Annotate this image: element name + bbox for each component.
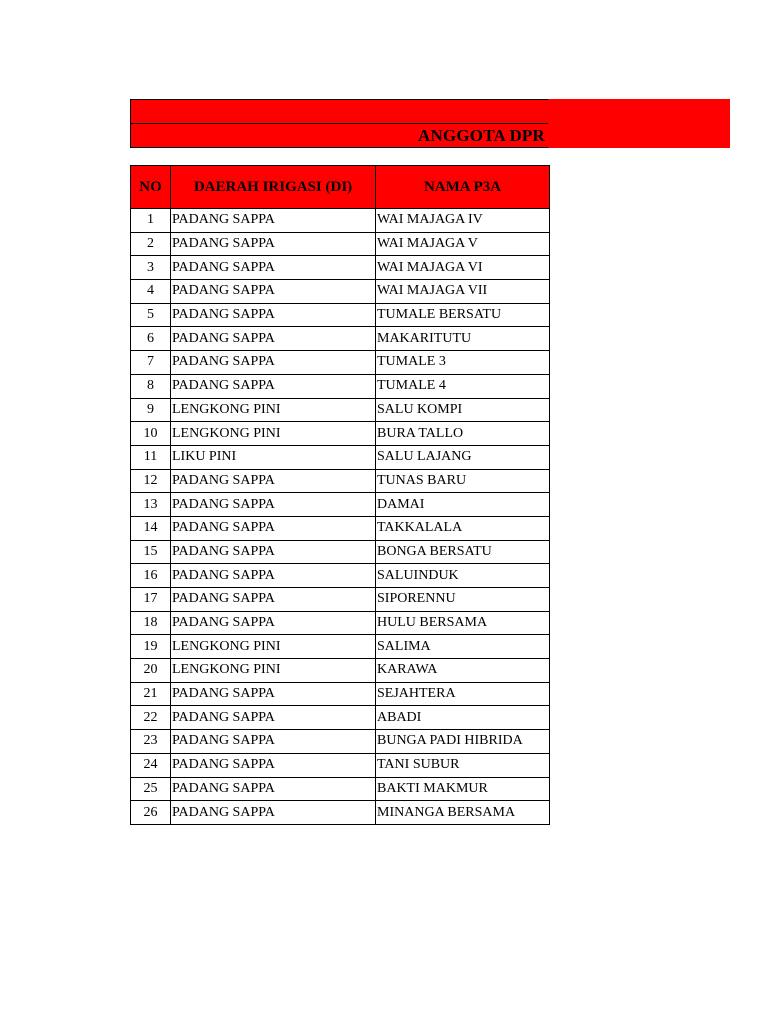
daerah-irigasi-cell: PADANG SAPPA	[171, 588, 376, 612]
row-number-cell: 3	[131, 256, 171, 280]
row-number-cell: 8	[131, 374, 171, 398]
nama-p3a-cell: SALUINDUK	[376, 564, 550, 588]
row-number-cell: 9	[131, 398, 171, 422]
table-row	[131, 682, 550, 706]
row-number-cell: 17	[131, 588, 171, 612]
daerah-irigasi-cell: LENGKONG PINI	[171, 422, 376, 446]
table-row	[131, 635, 550, 659]
header-daerah-irigasi: DAERAH IRIGASI (DI)	[171, 166, 376, 209]
row-number-cell: 7	[131, 351, 171, 375]
row-number-cell: 13	[131, 493, 171, 517]
row-number-cell: 20	[131, 659, 171, 683]
nama-p3a-cell: TUMALE BERSATU	[376, 303, 550, 327]
row-number-cell: 19	[131, 635, 171, 659]
nama-p3a-cell: ABADI	[376, 706, 550, 730]
nama-p3a-cell: SALU LAJANG	[376, 445, 550, 469]
row-number-cell: 10	[131, 422, 171, 446]
nama-p3a-cell: BURA TALLO	[376, 422, 550, 446]
table-row	[131, 351, 550, 375]
daerah-irigasi-cell: PADANG SAPPA	[171, 209, 376, 233]
nama-p3a-cell: KARAWA	[376, 659, 550, 683]
nama-p3a-cell: BUNGA PADI HIBRIDA	[376, 730, 550, 754]
daerah-irigasi-cell: PADANG SAPPA	[171, 303, 376, 327]
daerah-irigasi-cell: PADANG SAPPA	[171, 280, 376, 304]
nama-p3a-cell: SEJAHTERA	[376, 682, 550, 706]
daerah-irigasi-cell: PADANG SAPPA	[171, 327, 376, 351]
daerah-irigasi-cell: LIKU PINI	[171, 445, 376, 469]
daerah-irigasi-cell: LENGKONG PINI	[171, 635, 376, 659]
table-row	[131, 327, 550, 351]
table-row	[131, 493, 550, 517]
nama-p3a-cell: SALU KOMPI	[376, 398, 550, 422]
banner-title: ANGGOTA DPR	[417, 126, 545, 145]
table-body	[131, 209, 550, 825]
nama-p3a-cell: TUNAS BARU	[376, 469, 550, 493]
nama-p3a-cell: WAI MAJAGA VII	[376, 280, 550, 304]
table-row	[131, 232, 550, 256]
table-row	[131, 374, 550, 398]
banner-border-top	[130, 99, 548, 100]
row-number-cell: 15	[131, 540, 171, 564]
daerah-irigasi-cell: LENGKONG PINI	[171, 659, 376, 683]
row-number-cell: 2	[131, 232, 171, 256]
table-row	[131, 303, 550, 327]
nama-p3a-cell: WAI MAJAGA V	[376, 232, 550, 256]
header-nama-p3a: NAMA P3A	[376, 166, 550, 209]
nama-p3a-cell: MAKARITUTU	[376, 327, 550, 351]
nama-p3a-cell: BAKTI MAKMUR	[376, 777, 550, 801]
daerah-irigasi-cell: PADANG SAPPA	[171, 777, 376, 801]
daerah-irigasi-cell: PADANG SAPPA	[171, 564, 376, 588]
nama-p3a-cell: HULU BERSAMA	[376, 611, 550, 635]
table-row	[131, 445, 550, 469]
row-number-cell: 4	[131, 280, 171, 304]
table-row	[131, 209, 550, 233]
daerah-irigasi-cell: PADANG SAPPA	[171, 730, 376, 754]
table-row	[131, 422, 550, 446]
row-number-cell: 25	[131, 777, 171, 801]
daerah-irigasi-cell: PADANG SAPPA	[171, 706, 376, 730]
daerah-irigasi-cell: PADANG SAPPA	[171, 753, 376, 777]
row-number-cell: 23	[131, 730, 171, 754]
table-row	[131, 398, 550, 422]
daerah-irigasi-cell: PADANG SAPPA	[171, 469, 376, 493]
daerah-irigasi-cell: PADANG SAPPA	[171, 682, 376, 706]
header-no: NO	[131, 166, 171, 209]
daerah-irigasi-cell: PADANG SAPPA	[171, 256, 376, 280]
nama-p3a-cell: DAMAI	[376, 493, 550, 517]
daerah-irigasi-cell: PADANG SAPPA	[171, 540, 376, 564]
daerah-irigasi-cell: PADANG SAPPA	[171, 374, 376, 398]
table-row	[131, 469, 550, 493]
nama-p3a-cell: WAI MAJAGA VI	[376, 256, 550, 280]
table-row	[131, 611, 550, 635]
row-number-cell: 6	[131, 327, 171, 351]
table-row	[131, 753, 550, 777]
table-row	[131, 516, 550, 540]
nama-p3a-cell: TUMALE 3	[376, 351, 550, 375]
row-number-cell: 24	[131, 753, 171, 777]
table-row	[131, 706, 550, 730]
nama-p3a-cell: TAKKALALA	[376, 516, 550, 540]
nama-p3a-cell: SALIMA	[376, 635, 550, 659]
table-row	[131, 588, 550, 612]
nama-p3a-cell: TUMALE 4	[376, 374, 550, 398]
row-number-cell: 21	[131, 682, 171, 706]
daerah-irigasi-cell: PADANG SAPPA	[171, 493, 376, 517]
table-row	[131, 659, 550, 683]
daerah-irigasi-cell: PADANG SAPPA	[171, 351, 376, 375]
p3a-table	[130, 165, 550, 825]
row-number-cell: 11	[131, 445, 171, 469]
table-row	[131, 564, 550, 588]
nama-p3a-cell: SIPORENNU	[376, 588, 550, 612]
row-number-cell: 1	[131, 209, 171, 233]
table-row	[131, 540, 550, 564]
table-header-row	[131, 166, 550, 209]
nama-p3a-cell: BONGA BERSATU	[376, 540, 550, 564]
table-row	[131, 730, 550, 754]
row-number-cell: 14	[131, 516, 171, 540]
table-row	[131, 801, 550, 825]
table-row	[131, 280, 550, 304]
table-row	[131, 256, 550, 280]
nama-p3a-cell: MINANGA BERSAMA	[376, 801, 550, 825]
daerah-irigasi-cell: PADANG SAPPA	[171, 801, 376, 825]
row-number-cell: 18	[131, 611, 171, 635]
row-number-cell: 5	[131, 303, 171, 327]
daerah-irigasi-cell: PADANG SAPPA	[171, 611, 376, 635]
row-number-cell: 16	[131, 564, 171, 588]
daerah-irigasi-cell: PADANG SAPPA	[171, 516, 376, 540]
table-row	[131, 777, 550, 801]
row-number-cell: 22	[131, 706, 171, 730]
daerah-irigasi-cell: LENGKONG PINI	[171, 398, 376, 422]
row-number-cell: 12	[131, 469, 171, 493]
nama-p3a-cell: TANI SUBUR	[376, 753, 550, 777]
row-number-cell: 26	[131, 801, 171, 825]
daerah-irigasi-cell: PADANG SAPPA	[171, 232, 376, 256]
nama-p3a-cell: WAI MAJAGA IV	[376, 209, 550, 233]
